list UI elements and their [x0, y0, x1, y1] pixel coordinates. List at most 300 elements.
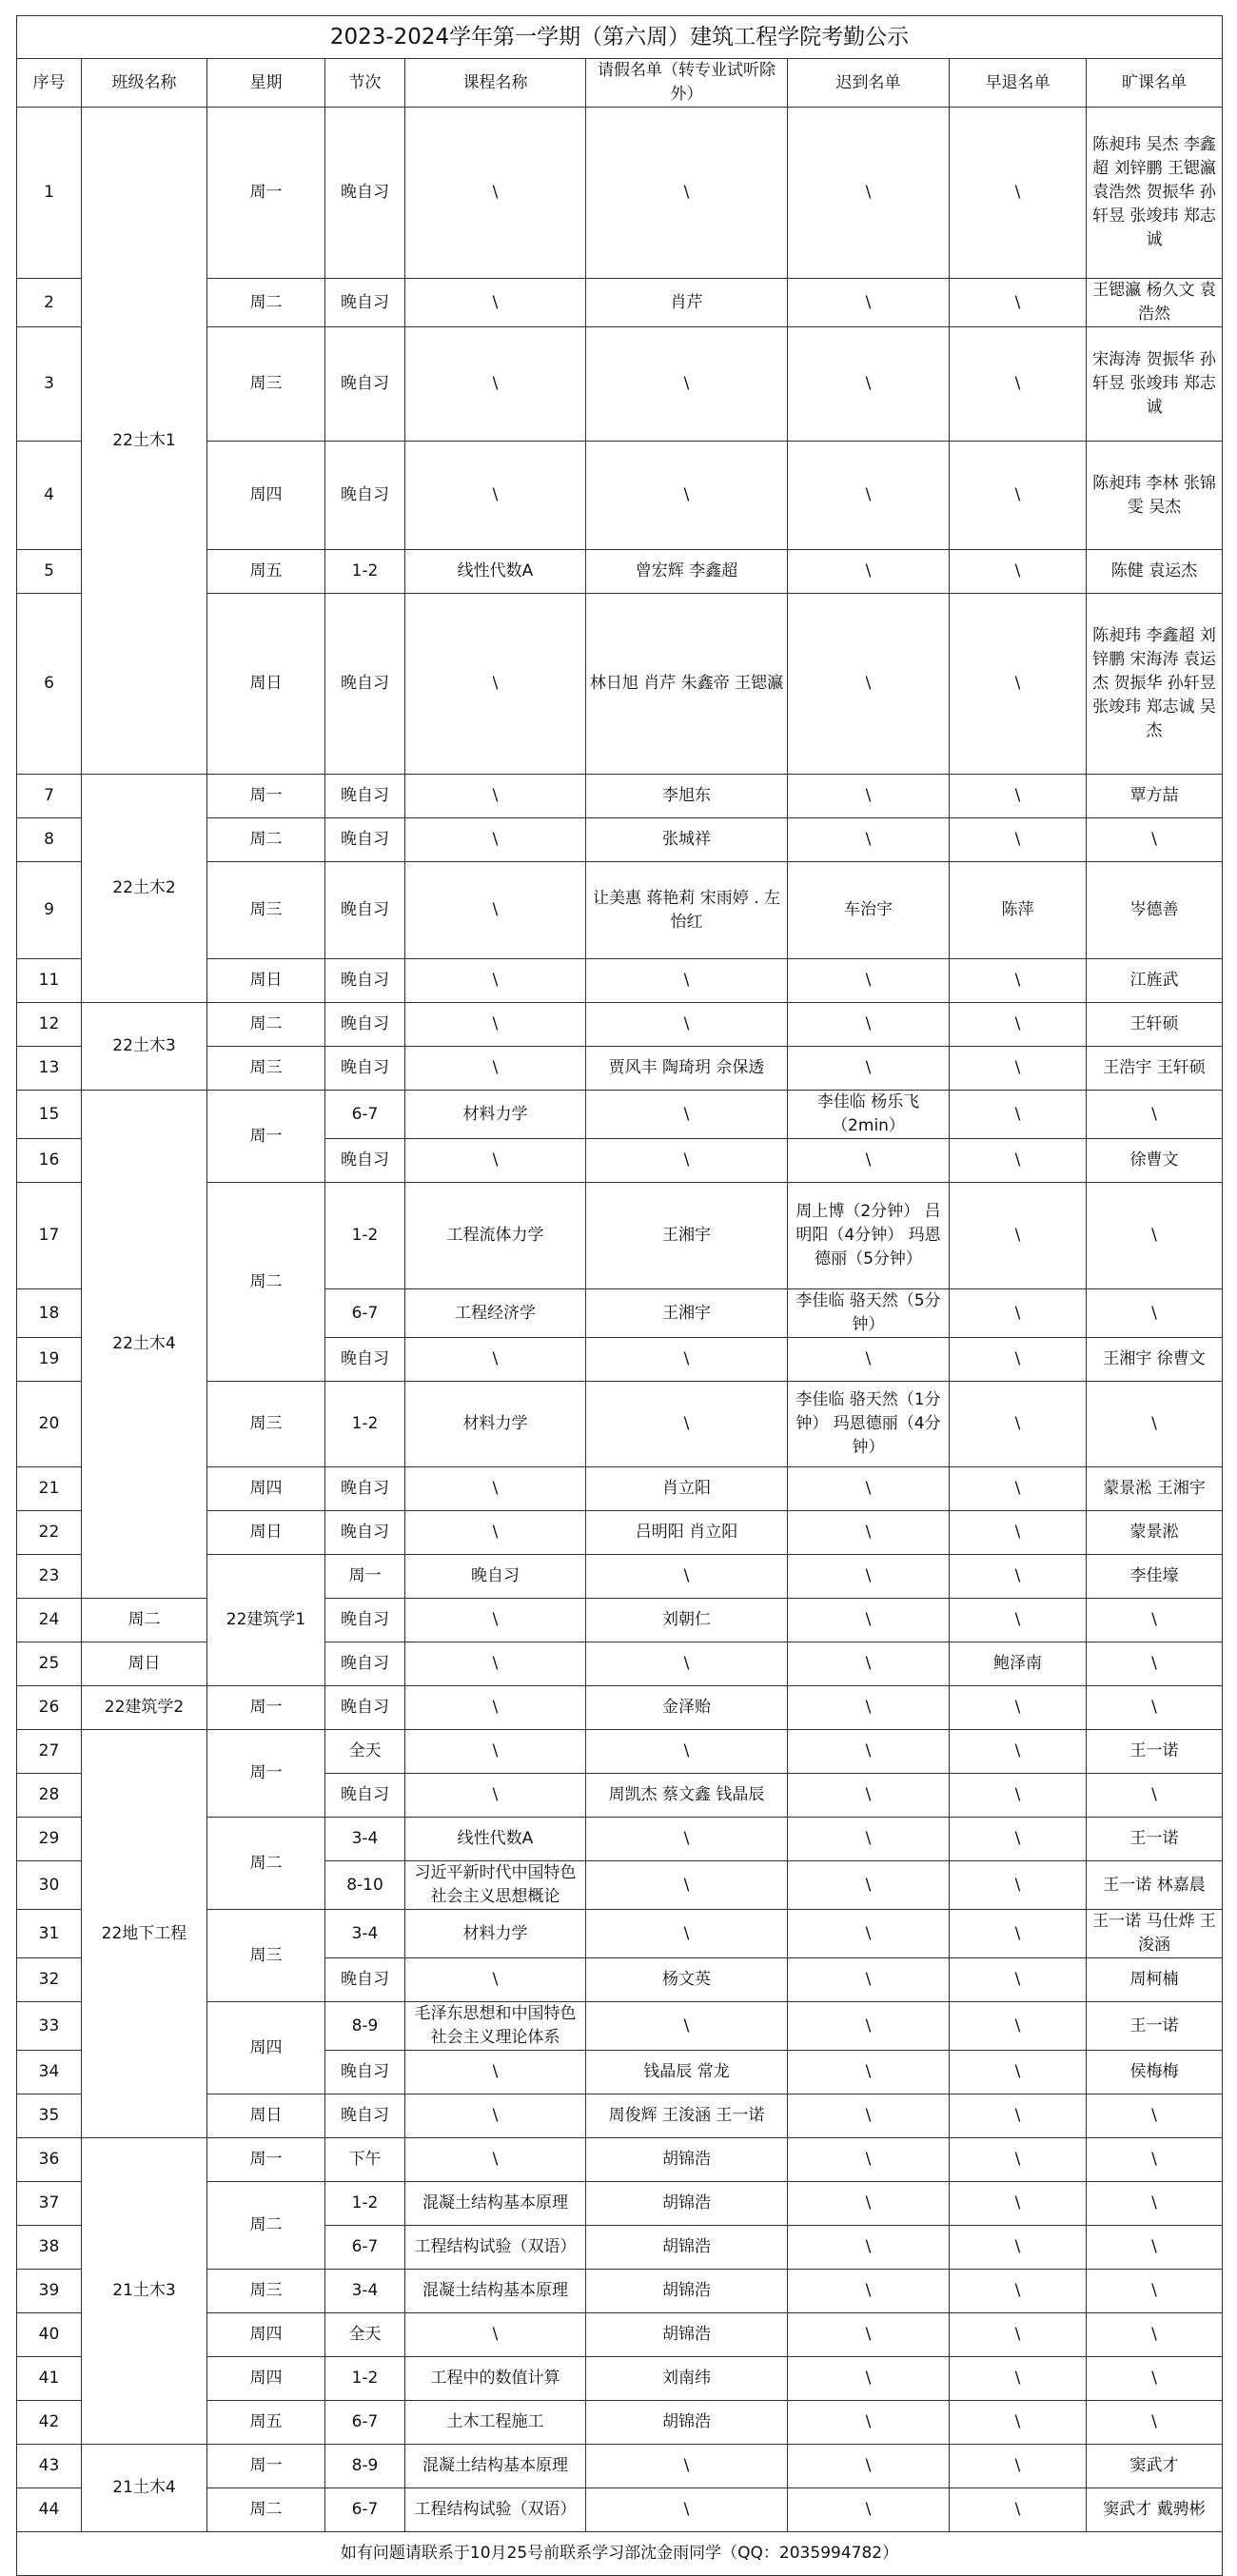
cell-session: 晚自习: [325, 1511, 405, 1555]
cell-weekday: 周三: [207, 327, 325, 442]
cell-session: 8-10: [325, 1861, 405, 1910]
attendance-table: [16, 15, 1223, 2576]
cell-late: 周上博（2分钟） 吕明阳（4分钟） 玛恩德丽（5分钟）: [788, 1183, 950, 1289]
cell-session: 晚自习: [325, 1958, 405, 2002]
cell-weekday: 周日: [207, 959, 325, 1003]
cell-late: \: [788, 2002, 950, 2051]
cell-early: \: [950, 594, 1087, 775]
cell-course: \: [405, 775, 586, 818]
cell-early: 鲍泽南: [950, 1642, 1087, 1686]
cell-absent: 宋海涛 贺振华 孙轩昱 张竣玮 郑志诚: [1087, 327, 1223, 442]
cell-late: \: [788, 1047, 950, 1091]
cell-weekday: 周三: [207, 862, 325, 959]
cell-session: 晚自习: [325, 2094, 405, 2138]
cell-leave: 林日旭 肖芹 朱鑫帝 王锶瀛: [586, 594, 788, 775]
cell-early: \: [950, 1091, 1087, 1139]
cell-absent: \: [1087, 2138, 1223, 2182]
cell-course: \: [405, 1338, 586, 1382]
cell-no: 39: [17, 2270, 82, 2313]
cell-late: \: [788, 2401, 950, 2445]
cell-course: \: [405, 1774, 586, 1818]
cell-leave: \: [586, 2488, 788, 2532]
cell-weekday: 周二: [207, 2488, 325, 2532]
cell-no: 34: [17, 2051, 82, 2094]
cell-no: 9: [17, 862, 82, 959]
cell-course: \: [405, 1511, 586, 1555]
cell-class: 22地下工程: [82, 1730, 207, 2138]
col-header-leave: 请假名单（转专业试听除外）: [586, 59, 788, 108]
cell-absent: \: [1087, 1289, 1223, 1338]
cell-course: \: [405, 1047, 586, 1091]
cell-course: \: [586, 1555, 788, 1599]
cell-course: \: [405, 2051, 586, 2094]
cell-leave: 胡锦浩: [586, 2138, 788, 2182]
table-row: [17, 1091, 1223, 1139]
cell-late: \: [788, 108, 950, 279]
cell-absent: 王一诺 林嘉晨: [1087, 1861, 1223, 1910]
cell-weekday: 周三: [207, 1047, 325, 1091]
cell-no: 22: [17, 1511, 82, 1555]
cell-no: 40: [17, 2313, 82, 2357]
cell-early: \: [950, 775, 1087, 818]
table-row: [17, 1730, 1223, 1774]
cell-leave: 曾宏辉 李鑫超: [586, 550, 788, 594]
cell-late: \: [788, 2488, 950, 2532]
cell-absent: 窦武才 戴骋彬: [1087, 2488, 1223, 2532]
cell-weekday: 周一: [207, 1686, 325, 1730]
cell-leave: \: [586, 1730, 788, 1774]
cell-late: \: [788, 1730, 950, 1774]
cell-early: \: [950, 2488, 1087, 2532]
cell-late: \: [788, 1467, 950, 1511]
cell-session: 晚自习: [325, 1467, 405, 1511]
cell-no: 38: [17, 2226, 82, 2270]
attendance-sheet: [16, 15, 1222, 2576]
cell-absent: \: [1087, 2094, 1223, 2138]
cell-course: \: [405, 1003, 586, 1047]
cell-no: 11: [17, 959, 82, 1003]
cell-no: 36: [17, 2138, 82, 2182]
cell-session: 6-7: [325, 1289, 405, 1338]
col-header-session: 节次: [325, 59, 405, 108]
cell-late: \: [788, 1818, 950, 1861]
cell-no: 4: [17, 442, 82, 550]
cell-early: \: [950, 327, 1087, 442]
cell-weekday: 周三: [207, 1910, 325, 2002]
cell-early: \: [950, 1003, 1087, 1047]
cell-early: \: [950, 1958, 1087, 2002]
cell-late: 车治宇: [788, 862, 950, 959]
cell-early: \: [950, 2445, 1087, 2488]
cell-leave: 贾风丰 陶琦玥 佘保透: [586, 1047, 788, 1091]
cell-absent: 蒙景淞 王湘宇: [1087, 1467, 1223, 1511]
cell-absent: \: [1087, 2226, 1223, 2270]
cell-session: 3-4: [325, 2270, 405, 2313]
cell-absent: \: [1087, 1091, 1223, 1139]
cell-early: \: [950, 550, 1087, 594]
cell-session: 6-7: [325, 2226, 405, 2270]
cell-no: 13: [17, 1047, 82, 1091]
col-header-weekday: 星期: [207, 59, 325, 108]
cell-late: 李佳临 骆天然（5分钟）: [788, 1289, 950, 1338]
cell-no: 23: [17, 1555, 82, 1599]
cell-leave: 刘南纬: [586, 2357, 788, 2401]
cell-late: \: [788, 1910, 950, 1958]
cell-course: \: [405, 108, 586, 279]
cell-absent: \: [1087, 2313, 1223, 2357]
cell-no: 42: [17, 2401, 82, 2445]
cell-leave: 肖立阳: [586, 1467, 788, 1511]
cell-session: 晚自习: [325, 327, 405, 442]
cell-session: 晚自习: [325, 1642, 405, 1686]
cell-absent: 侯梅梅: [1087, 2051, 1223, 2094]
cell-weekday: 周日: [207, 2094, 325, 2138]
cell-weekday: 周日: [207, 594, 325, 775]
cell-no: 3: [17, 327, 82, 442]
cell-early: \: [950, 2270, 1087, 2313]
cell-course: \: [405, 594, 586, 775]
cell-early: \: [950, 1183, 1087, 1289]
cell-course: 工程结构试验（双语）: [405, 2488, 586, 2532]
cell-no: 1: [17, 108, 82, 279]
cell-late: \: [788, 1139, 950, 1183]
cell-session: 晚自习: [325, 108, 405, 279]
cell-weekday: 周一: [207, 2445, 325, 2488]
cell-session: 晚自习: [325, 594, 405, 775]
cell-session: 晚自习: [325, 279, 405, 327]
cell-weekday: 周一: [325, 1555, 405, 1599]
table-row: [17, 2445, 1223, 2488]
cell-absent: 江旌武: [1087, 959, 1223, 1003]
cell-late: \: [788, 2138, 950, 2182]
cell-session: 晚自习: [325, 1139, 405, 1183]
cell-absent: \: [1087, 1642, 1223, 1686]
cell-no: 27: [17, 1730, 82, 1774]
cell-weekday: 周二: [207, 1003, 325, 1047]
cell-session: 6-7: [325, 2401, 405, 2445]
cell-course: \: [405, 862, 586, 959]
cell-session: 8-9: [325, 2445, 405, 2488]
cell-early: 李佳壕: [1087, 1555, 1223, 1599]
cell-weekday: 周四: [207, 1467, 325, 1511]
cell-late: \: [788, 1003, 950, 1047]
cell-class: 22建筑学2: [82, 1686, 207, 1730]
cell-weekday: 周一: [207, 2138, 325, 2182]
cell-leave: \: [586, 1003, 788, 1047]
cell-absent: 徐曹文: [1087, 1139, 1223, 1183]
cell-early: \: [950, 1467, 1087, 1511]
cell-no: 30: [17, 1861, 82, 1910]
cell-early: \: [950, 1818, 1087, 1861]
cell-weekday: 周四: [207, 2002, 325, 2094]
cell-course: \: [405, 2313, 586, 2357]
cell-early: \: [950, 2002, 1087, 2051]
cell-leave: \: [586, 442, 788, 550]
cell-session: 晚自习: [325, 1774, 405, 1818]
cell-early: \: [950, 2313, 1087, 2357]
col-header-late: 迟到名单: [788, 59, 950, 108]
cell-course: \: [405, 442, 586, 550]
cell-session: 晚自习: [325, 959, 405, 1003]
cell-late: \: [788, 1338, 950, 1382]
cell-leave: 金泽贻: [586, 1686, 788, 1730]
cell-course: 线性代数A: [405, 550, 586, 594]
cell-early: \: [950, 1686, 1087, 1730]
page-title: 2023-2024学年第一学期（第六周）建筑工程学院考勤公示: [17, 16, 1223, 59]
cell-session: 1-2: [325, 2357, 405, 2401]
cell-leave: 胡锦浩: [586, 2226, 788, 2270]
cell-late: \: [788, 2270, 950, 2313]
cell-session: 晚自习: [325, 1047, 405, 1091]
cell-no: 28: [17, 1774, 82, 1818]
cell-leave: 刘朝仁: [586, 1599, 788, 1642]
cell-leave: \: [788, 1555, 950, 1599]
cell-early: \: [950, 108, 1087, 279]
cell-session: 全天: [325, 2313, 405, 2357]
cell-absent: \: [1087, 2182, 1223, 2226]
cell-absent: 陈昶玮 李林 张锦雯 吴杰: [1087, 442, 1223, 550]
cell-early: \: [950, 959, 1087, 1003]
cell-absent: \: [1087, 1599, 1223, 1642]
cell-weekday: 周三: [207, 1382, 325, 1467]
cell-early: \: [950, 1861, 1087, 1910]
cell-session: 晚自习: [325, 2051, 405, 2094]
cell-class: 22土木1: [82, 108, 207, 775]
cell-early: \: [950, 1511, 1087, 1555]
cell-leave: 吕明阳 肖立阳: [586, 1511, 788, 1555]
cell-leave: 胡锦浩: [586, 2313, 788, 2357]
cell-absent: 陈昶玮 李鑫超 刘锌鹏 宋海涛 袁运杰 贺振华 孙轩昱 张竣玮 郑志诚 吴杰: [1087, 594, 1223, 775]
cell-no: 32: [17, 1958, 82, 2002]
cell-course: 土木工程施工: [405, 2401, 586, 2445]
cell-late: \: [950, 1555, 1087, 1599]
cell-weekday: 周二: [82, 1599, 207, 1642]
cell-leave: 钱晶辰 常龙: [586, 2051, 788, 2094]
cell-leave: 杨文英: [586, 1958, 788, 2002]
cell-absent: 陈昶玮 吴杰 李鑫超 刘锌鹏 王锶瀛 袁浩然 贺振华 孙轩昱 张竣玮 郑志诚: [1087, 108, 1223, 279]
cell-weekday: 周一: [207, 108, 325, 279]
cell-late: \: [788, 818, 950, 862]
cell-weekday: 周四: [207, 442, 325, 550]
cell-session: 1-2: [325, 1183, 405, 1289]
cell-leave: \: [586, 1382, 788, 1467]
cell-early: \: [950, 1338, 1087, 1382]
cell-session: 1-2: [325, 1382, 405, 1467]
cell-weekday: 周四: [207, 2313, 325, 2357]
cell-leave: \: [586, 2002, 788, 2051]
cell-late: \: [788, 550, 950, 594]
cell-absent: 王一诺: [1087, 2002, 1223, 2051]
cell-session: 晚自习: [325, 1686, 405, 1730]
cell-no: 17: [17, 1183, 82, 1289]
cell-no: 44: [17, 2488, 82, 2532]
col-header-no: 序号: [17, 59, 82, 108]
cell-absent: 王轩硕: [1087, 1003, 1223, 1047]
cell-leave: \: [586, 1642, 788, 1686]
cell-no: 21: [17, 1467, 82, 1511]
cell-leave: \: [586, 1818, 788, 1861]
cell-course: 工程流体力学: [405, 1183, 586, 1289]
title-row: [17, 16, 1223, 59]
cell-weekday: 周二: [207, 2182, 325, 2270]
cell-session: 晚自习: [325, 1599, 405, 1642]
col-header-class: 班级名称: [82, 59, 207, 108]
cell-absent: 窦武才: [1087, 2445, 1223, 2488]
cell-absent: 陈健 袁运杰: [1087, 550, 1223, 594]
cell-course: \: [405, 1958, 586, 2002]
cell-late: 李佳临 骆天然（1分钟） 玛恩德丽（4分钟）: [788, 1382, 950, 1467]
cell-course: 混凝土结构基本原理: [405, 2182, 586, 2226]
cell-session: 晚自习: [325, 1338, 405, 1382]
cell-late: \: [788, 2051, 950, 2094]
cell-weekday: 周二: [207, 279, 325, 327]
cell-session: 3-4: [325, 1910, 405, 1958]
cell-leave: \: [586, 1861, 788, 1910]
cell-course: 材料力学: [405, 1091, 586, 1139]
footer-row: [17, 2532, 1223, 2576]
cell-weekday: 周一: [207, 1091, 325, 1183]
cell-absent: 王一诺: [1087, 1818, 1223, 1861]
col-header-absent: 旷课名单: [1087, 59, 1223, 108]
cell-absent: 王一诺 马仕烨 王浚涵: [1087, 1910, 1223, 1958]
cell-leave: 胡锦浩: [586, 2401, 788, 2445]
cell-late: \: [788, 1958, 950, 2002]
contact-note: 如有问题请联系于10月25号前联系学习部沈金雨同学（QQ：2035994782）: [17, 2532, 1223, 2576]
cell-late: \: [788, 2226, 950, 2270]
cell-late: \: [788, 279, 950, 327]
cell-weekday: 周三: [207, 2270, 325, 2313]
cell-late: \: [788, 2445, 950, 2488]
cell-course: \: [405, 1599, 586, 1642]
cell-class: 22土木3: [82, 1003, 207, 1091]
cell-early: \: [950, 2051, 1087, 2094]
cell-late: \: [788, 959, 950, 1003]
cell-no: 29: [17, 1818, 82, 1861]
cell-session: 1-2: [325, 550, 405, 594]
cell-late: \: [788, 2094, 950, 2138]
cell-absent: 覃方喆: [1087, 775, 1223, 818]
cell-no: 26: [17, 1686, 82, 1730]
cell-absent: 王一诺: [1087, 1730, 1223, 1774]
cell-no: 43: [17, 2445, 82, 2488]
cell-session: 8-9: [325, 2002, 405, 2051]
cell-weekday: 周四: [207, 2357, 325, 2401]
cell-class: 21土木4: [82, 2445, 207, 2532]
table-row: [17, 1599, 1223, 1642]
cell-course: \: [405, 279, 586, 327]
cell-late: \: [788, 327, 950, 442]
cell-absent: \: [1087, 1382, 1223, 1467]
cell-no: 33: [17, 2002, 82, 2051]
cell-leave: \: [586, 108, 788, 279]
cell-course: \: [405, 1686, 586, 1730]
cell-session: 晚自习: [405, 1555, 586, 1599]
cell-no: 2: [17, 279, 82, 327]
cell-absent: 王湘宇 徐曹文: [1087, 1338, 1223, 1382]
cell-early: \: [950, 1139, 1087, 1183]
cell-session: 6-7: [325, 1091, 405, 1139]
cell-leave: \: [586, 2445, 788, 2488]
cell-no: 20: [17, 1382, 82, 1467]
cell-course: 毛泽东思想和中国特色社会主义理论体系: [405, 2002, 586, 2051]
cell-course: \: [405, 959, 586, 1003]
cell-weekday: 周二: [207, 1183, 325, 1382]
cell-course: 混凝土结构基本原理: [405, 2445, 586, 2488]
cell-late: \: [788, 1686, 950, 1730]
cell-early: \: [950, 1910, 1087, 1958]
col-header-course: 课程名称: [405, 59, 586, 108]
cell-absent: 王浩宇 王轩硕: [1087, 1047, 1223, 1091]
cell-weekday: 周二: [207, 1818, 325, 1910]
col-header-early: 早退名单: [950, 59, 1087, 108]
cell-course: 习近平新时代中国特色社会主义思想概论: [405, 1861, 586, 1910]
cell-leave: \: [586, 1139, 788, 1183]
cell-early: \: [950, 2226, 1087, 2270]
cell-late: \: [788, 2313, 950, 2357]
cell-course: \: [405, 1730, 586, 1774]
cell-session: 1-2: [325, 2182, 405, 2226]
cell-leave: 肖芹: [586, 279, 788, 327]
cell-session: 晚自习: [325, 862, 405, 959]
cell-early: \: [950, 1047, 1087, 1091]
cell-leave: 张城祥: [586, 818, 788, 862]
cell-early: \: [950, 2401, 1087, 2445]
cell-early: \: [950, 2094, 1087, 2138]
cell-session: 晚自习: [325, 775, 405, 818]
cell-leave: \: [586, 1091, 788, 1139]
cell-no: 25: [17, 1642, 82, 1686]
cell-no: 7: [17, 775, 82, 818]
cell-class: 22建筑学1: [207, 1555, 325, 1686]
cell-no: 37: [17, 2182, 82, 2226]
cell-no: 35: [17, 2094, 82, 2138]
cell-absent: \: [1087, 1686, 1223, 1730]
cell-absent: \: [1087, 2401, 1223, 2445]
cell-weekday: 周一: [207, 775, 325, 818]
cell-early: \: [950, 1730, 1087, 1774]
cell-early: \: [950, 818, 1087, 862]
cell-session: 晚自习: [325, 442, 405, 550]
cell-early: \: [950, 2357, 1087, 2401]
cell-weekday: 周日: [82, 1642, 207, 1686]
cell-session: 6-7: [325, 2488, 405, 2532]
cell-course: 线性代数A: [405, 1818, 586, 1861]
cell-late: \: [788, 442, 950, 550]
cell-weekday: 周五: [207, 2401, 325, 2445]
cell-no: 8: [17, 818, 82, 862]
cell-late: \: [788, 1599, 950, 1642]
cell-course: 工程经济学: [405, 1289, 586, 1338]
cell-session: 晚自习: [325, 818, 405, 862]
cell-leave: 让美惠 蒋艳莉 宋雨婷 . 左怡红: [586, 862, 788, 959]
cell-late: \: [788, 1642, 950, 1686]
cell-absent: 岑德善: [1087, 862, 1223, 959]
cell-no: 6: [17, 594, 82, 775]
table-row: [17, 1686, 1223, 1730]
cell-weekday: 周二: [207, 818, 325, 862]
cell-late: \: [788, 1511, 950, 1555]
cell-class: 22土木4: [82, 1091, 207, 1599]
cell-weekday: 周日: [207, 1511, 325, 1555]
cell-leave: 胡锦浩: [586, 2182, 788, 2226]
cell-early: \: [950, 1289, 1087, 1338]
cell-session: 全天: [325, 1730, 405, 1774]
cell-early: \: [950, 2138, 1087, 2182]
cell-session: 晚自习: [325, 1003, 405, 1047]
cell-late: \: [788, 2357, 950, 2401]
cell-early: \: [950, 1599, 1087, 1642]
cell-leave: \: [586, 959, 788, 1003]
